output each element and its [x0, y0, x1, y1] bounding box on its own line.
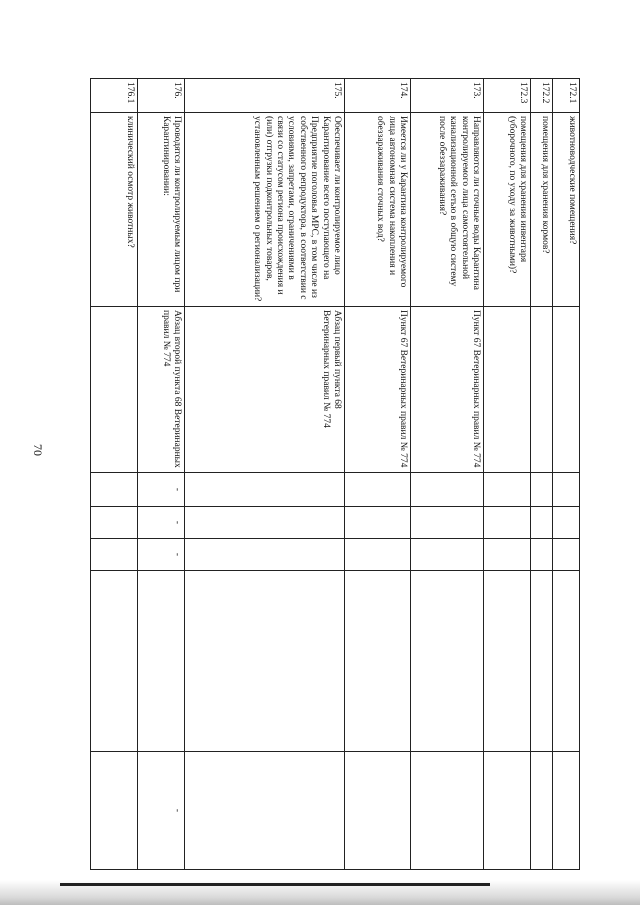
- answer-yes-cell: [411, 473, 484, 507]
- row-number: 176.1: [91, 79, 138, 113]
- answer-na-cell: [411, 539, 484, 571]
- answer-no-cell: [345, 507, 411, 539]
- row-number: 172.2: [531, 79, 553, 113]
- question-cell: помещения для хранения кормов?: [531, 113, 553, 307]
- basis-cell: [553, 307, 580, 473]
- answer-no-cell: -: [138, 507, 185, 539]
- basis-cell: Пункт 67 Ветеринарных правил № 774: [345, 307, 411, 473]
- answer-no-cell: [553, 507, 580, 539]
- table-row: [484, 79, 531, 870]
- scan-edge-line: [60, 883, 490, 886]
- extra-cell: [531, 752, 553, 870]
- answer-na-cell: [91, 539, 138, 571]
- table-row: [185, 79, 345, 870]
- extra-cell: [91, 752, 138, 870]
- comment-cell: [484, 571, 531, 752]
- comment-cell: [185, 571, 345, 752]
- comment-cell: [531, 571, 553, 752]
- extra-cell: [553, 752, 580, 870]
- answer-yes-cell: [185, 473, 345, 507]
- answer-no-cell: [91, 507, 138, 539]
- question-cell: Проводятся ли контролируемым лицом при Карантинировании:: [138, 113, 185, 307]
- table-row: [553, 79, 580, 870]
- answer-na-cell: [345, 539, 411, 571]
- question-cell: животноводческие помещения?: [553, 113, 580, 307]
- question-cell: помещения для хранения инвентаря (уборочного, по уходу за животными)?: [484, 113, 531, 307]
- basis-cell: Абзац второй пункта 68 Ветеринарных правил № 774: [138, 307, 185, 473]
- extra-cell: -: [138, 752, 185, 870]
- answer-na-cell: [185, 539, 345, 571]
- basis-cell: Абзац первый пункта 68 Ветеринарных правил № 774: [185, 307, 345, 473]
- row-number: 172.3: [484, 79, 531, 113]
- answer-na-cell: [484, 539, 531, 571]
- answer-no-cell: [531, 507, 553, 539]
- answer-yes-cell: [484, 473, 531, 507]
- question-cell: Обеспечивает ли контролируемое лицо Карантирование всего поступающего на Предприятие поголовья МРС, в том числе из собственного репродуктора, в соответствии с условиями, запретами, ограничениями в связи со статусом региона происхождения и (или) отгрузки подконтрольных товаров, установленным решением о регионализации?: [185, 113, 345, 307]
- question-cell: Направляются ли сточные воды Карантина контролируемого лица самостоятельной канализационной сетью в общую систему после обеззараживания?: [411, 113, 484, 307]
- extra-cell: [484, 752, 531, 870]
- basis-cell: [531, 307, 553, 473]
- checklist-table: [90, 78, 580, 870]
- comment-cell: [345, 571, 411, 752]
- page-number: 70: [31, 444, 45, 456]
- answer-yes-cell: [345, 473, 411, 507]
- row-number: 173.: [411, 79, 484, 113]
- answer-na-cell: -: [138, 539, 185, 571]
- answer-yes-cell: [553, 473, 580, 507]
- table-row: [91, 79, 138, 870]
- question-cell: клинический осмотр животных?: [91, 113, 138, 307]
- basis-cell: Пункт 67 Ветеринарных правил № 774: [411, 307, 484, 473]
- answer-na-cell: [553, 539, 580, 571]
- comment-cell: [411, 571, 484, 752]
- basis-cell: [91, 307, 138, 473]
- answer-no-cell: [185, 507, 345, 539]
- comment-cell: [553, 571, 580, 752]
- row-number: 172.1: [553, 79, 580, 113]
- answer-no-cell: [484, 507, 531, 539]
- checklist-table-container: [91, 78, 580, 869]
- table-row: [531, 79, 553, 870]
- comment-cell: [91, 571, 138, 752]
- row-number: 176.: [138, 79, 185, 113]
- answer-yes-cell: -: [138, 473, 185, 507]
- table-row: [411, 79, 484, 870]
- table-row: [138, 79, 185, 870]
- basis-cell: [484, 307, 531, 473]
- extra-cell: [345, 752, 411, 870]
- comment-cell: [138, 571, 185, 752]
- answer-no-cell: [411, 507, 484, 539]
- row-number: 175.: [185, 79, 345, 113]
- row-number: 174.: [345, 79, 411, 113]
- extra-cell: [411, 752, 484, 870]
- extra-cell: [185, 752, 345, 870]
- question-cell: Имеется ли у Карантина контролируемого лица автономная система накопления и обеззараживания сточных вод?: [345, 113, 411, 307]
- answer-yes-cell: [91, 473, 138, 507]
- answer-na-cell: [531, 539, 553, 571]
- table-row: [345, 79, 411, 870]
- answer-yes-cell: [531, 473, 553, 507]
